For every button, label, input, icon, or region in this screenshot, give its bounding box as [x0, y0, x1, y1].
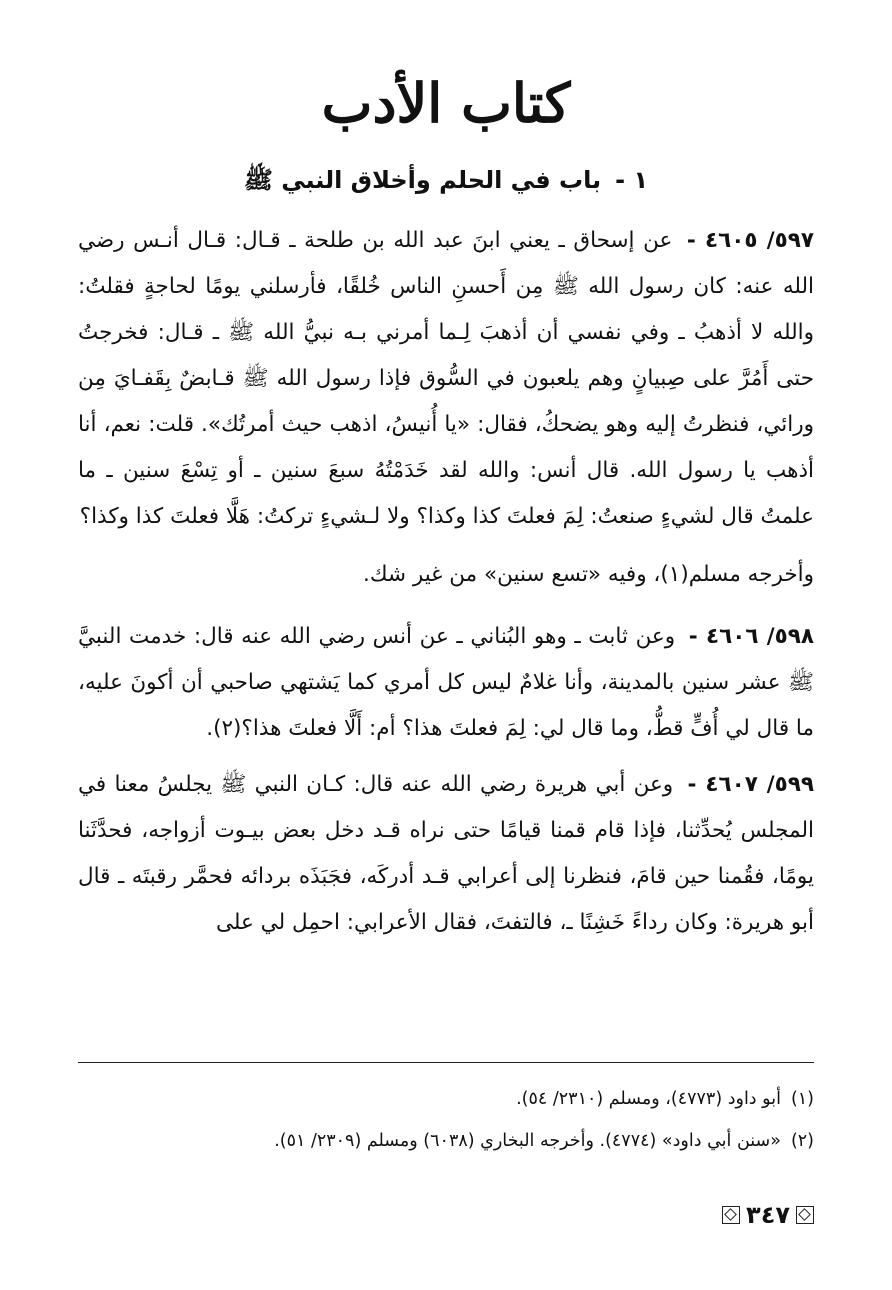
hadith-number: ٥٩٨/ ٤٦٠٦ - — [688, 624, 814, 649]
hadith-598 — [78, 614, 814, 752]
footnote-mark: (٢) — [790, 1131, 814, 1151]
hadith-text: وعن ثابت ـ وهو البُناني ـ عن أنس رضي الله عنه قال: خدمت النبيَّ ﷺ عشر سنين بالمدينة، وأنا غلامٌ ليس كل أمري كما يَشتهي صاحبي أن أكونَ عليه، ما قال لي أُفٍّ قطُّ، وما قال لي: لِمَ فعلتَ هذا؟ أم: أَلَّا فعلتَ هذا؟(٢). — [78, 624, 814, 741]
chapter-title: باب في الحلم وأخلاق النبي ﷺ — [243, 166, 602, 194]
hadith-text: وعن أبي هريرة رضي الله عنه قال: كـان النبي ﷺ يجلسُ معنا في المجلس يُحدِّثنا، فإذا قام قمنا قيامًا حتى نراه قـد دخل بعض بيـوت أزواجه، فحدَّثَنا يومًا، فقُمنا حين قامَ، فنظرنا إلى أعرابي قـد أدركَه، فجَبَذَه بردائه فحمَّر رقبتَه ـ قال أبو هريرة: وكان رداءً خَشِنًا ـ، فالتفتَ، فقال الأعرابي: احمِل لي على — [78, 772, 814, 935]
footnote-text: «سنن أبي داود» (٤٧٧٤). وأخرجه البخاري (٦٠٣٨) ومسلم (٢٣٠٩/ ٥١). — [274, 1131, 781, 1151]
footnote-text: أبو داود (٤٧٧٣)، ومسلم (٢٣١٠/ ٥٤). — [516, 1089, 781, 1109]
footnote-2 — [78, 1120, 814, 1162]
hadith-599 — [78, 762, 814, 946]
hadith-text: عن إسحاق ـ يعني ابنَ عبد الله بن طلحة ـ قـال: قـال أنـس رضي الله عنه: كان رسول الله ﷺ مِن أَحسنِ الناس خُلقًا، فأرسلني يومًا لحاجةٍ فقلتُ: والله لا أذهبُ ـ وفي نفسي أن أذهبَ لِـما أمرني بـه نبيُّ الله ﷺ ـ قـال: فخرجتُ حتى أَمُرَّ على صِبيانٍ وهم يلعبون في السُّوق فإذا رسول الله ﷺ قـابضٌ بِقَفـايَ مِن ورائي، فنظرتُ إليه وهو يضحكُ، فقال: «يا أُنيسُ، اذهب حيث أمرتُك». قلت: نعم، أنا أذهب يا رسول الله. قال أنس: والله لقد خَدَمْتُهُ سبعَ سنين ـ أو تِسْعَ سنين ـ ما علمتُ قال لشيءٍ صنعتُ: لِمَ فعلتَ كذا وكذا؟ ولا لـشيءٍ تركتُ: هَلَّا فعلتَ كذا وكذا؟ — [78, 228, 814, 529]
footnote-1 — [78, 1078, 814, 1120]
hadith-number: ٥٩٧/ ٤٦٠٥ - — [686, 228, 815, 253]
footnote-mark: (١) — [790, 1089, 814, 1109]
hadith-597-takhrij: وأخرجه مسلم(١)، وفيه «تسع سنين» من غير شك. — [363, 562, 814, 587]
book-title: كتاب الأدب — [321, 71, 571, 135]
hadith-597 — [78, 218, 814, 540]
ornament-icon — [722, 1206, 740, 1224]
page-number: ٣٤٧ — [746, 1201, 790, 1229]
page-number-block — [722, 1198, 814, 1232]
ornament-icon — [796, 1206, 814, 1224]
hadith-number: ٥٩٩/ ٤٦٠٧ - — [687, 772, 814, 797]
footnotes — [78, 1078, 814, 1162]
footnote-divider — [78, 1062, 814, 1063]
main-text — [78, 218, 814, 946]
chapter-number: ١ - — [615, 166, 649, 194]
chapter-heading — [0, 160, 892, 200]
